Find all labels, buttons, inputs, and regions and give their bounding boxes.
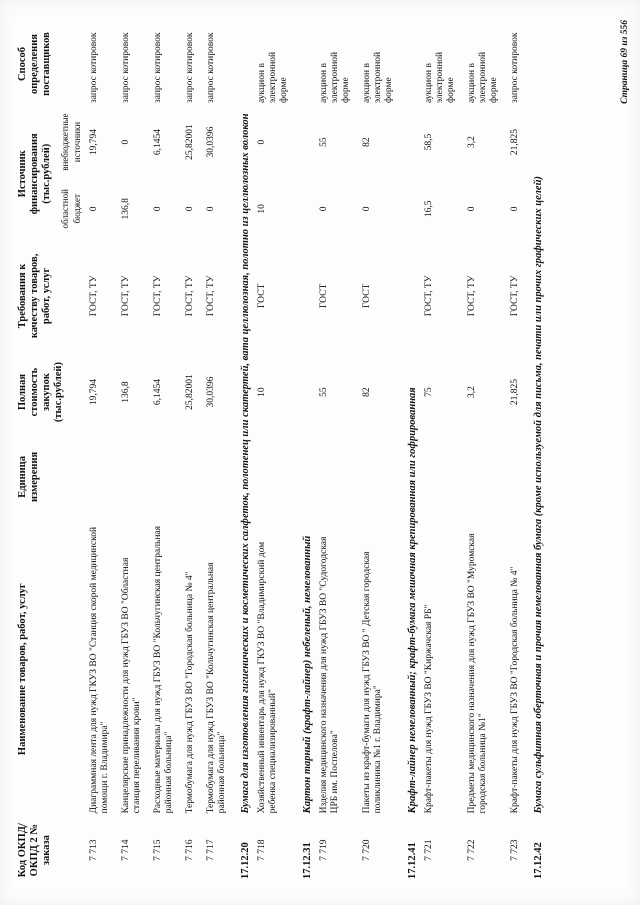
item-cost: 6,1454: [153, 379, 163, 406]
item-unit: [507, 433, 528, 521]
item-unit: [254, 433, 297, 521]
item-requirements: ГОСТ, ТУ: [510, 275, 520, 317]
order-code: 7 716: [185, 839, 195, 861]
item-requirements: ГОСТ, ТУ: [89, 275, 99, 317]
item-unit: [421, 433, 464, 521]
item-cost: 55: [319, 387, 329, 397]
item-extrabudget: 30,0396: [206, 126, 216, 158]
item-requirements: ГОСТ: [257, 283, 267, 309]
item-regional-budget: 16,5: [424, 200, 434, 218]
section-row: [528, 21, 547, 883]
item-name: Канцелярские принадлежности для нужд ГБУЗ ВО "Областная станция переливания крови": [121, 557, 142, 814]
item-name: Диаграммная лента для нужд ГКУЗ ВО "Станция скорой медицинской помощи г. Владимира": [89, 526, 110, 814]
item-extrabudget: 82: [362, 137, 372, 147]
item-method: запрос котировок: [153, 32, 163, 104]
item-method: аукцион в электронной форме: [467, 51, 499, 104]
order-code: 7 719: [319, 839, 329, 861]
item-requirements: ГОСТ: [362, 283, 372, 309]
item-name: Термобумага для нужд ГБУЗ ВО "Кольчугинская центральная районная больница": [206, 562, 227, 814]
item-unit: [150, 433, 182, 521]
item-requirements: ГОСТ, ТУ: [121, 275, 131, 317]
item-extrabudget: 0: [257, 139, 267, 145]
item-regional-budget: 0: [319, 206, 329, 212]
order-code: 7 715: [153, 839, 163, 861]
section-title: Бумага сульфитная оберточная и прочая немелованная бумага (кроме используемой для письма, печати или прочих графических целей): [533, 176, 544, 814]
item-requirements: ГОСТ, ТУ: [467, 275, 477, 317]
item-method: аукцион в электронной форме: [319, 51, 351, 104]
item-extrabudget: 0: [121, 139, 131, 145]
item-extrabudget: 6,1454: [153, 129, 163, 156]
item-requirements: ГОСТ, ТУ: [153, 275, 163, 317]
table-row: [316, 21, 359, 883]
item-cost: 21,825: [510, 379, 520, 406]
item-regional-budget: 0: [206, 206, 216, 212]
header-requirements: Требования к качеству товаров, работ, услуг: [17, 253, 52, 339]
section-code: 17.12.20: [240, 842, 251, 879]
section-row: [297, 21, 316, 883]
section-code: 17.12.42: [533, 842, 544, 879]
item-name: Крафт-пакеты для нужд ГБУЗ ВО "Городская больница № 4": [510, 566, 520, 814]
item-unit: [182, 433, 203, 521]
item-method: запрос котировок: [185, 32, 195, 104]
order-code: 7 714: [121, 839, 131, 861]
item-regional-budget: 0: [89, 206, 99, 212]
item-regional-budget: 0: [185, 206, 195, 212]
item-requirements: ГОСТ, ТУ: [185, 275, 195, 317]
table-header-row: [14, 21, 56, 883]
item-unit: [203, 433, 235, 521]
item-method: запрос котировок: [121, 32, 131, 104]
item-extrabudget: 25,82001: [185, 124, 195, 160]
table-row: [182, 21, 203, 883]
item-extrabudget: 19,794: [89, 129, 99, 156]
item-extrabudget: 3,2: [467, 136, 477, 149]
header-financing: Источник финансирования (тыс.рублей): [17, 133, 52, 215]
item-method: запрос котировок: [510, 32, 520, 104]
item-cost: 3,2: [467, 386, 477, 398]
item-method: аукцион в электронной форме: [362, 51, 394, 104]
item-name: Предметы медицинского назначения для нужд ГБУЗ ВО "Муромская городская больница №1": [467, 533, 488, 814]
section-title: Бумага для изготовления гигиенических и косметических салфеток, полотенец или скатертей, вата целлюлозная, полотно из целлюлозных волокон: [240, 113, 251, 814]
item-regional-budget: 0: [362, 206, 372, 212]
item-unit: [359, 433, 402, 521]
item-cost: 19,794: [89, 379, 99, 406]
table-row: [150, 21, 182, 883]
item-method: запрос котировок: [89, 32, 99, 104]
section-row: [235, 21, 254, 883]
page-number: Страница 69 из 556: [620, 20, 630, 104]
table-row: [118, 21, 150, 883]
table-body: [86, 21, 547, 883]
item-requirements: ГОСТ, ТУ: [206, 275, 216, 317]
item-regional-budget: 136,8: [121, 198, 131, 220]
table-row: [464, 21, 507, 883]
item-extrabudget: 58,5: [424, 133, 434, 151]
section-code: 17.12.31: [302, 842, 313, 879]
item-name: Хозяйственный инвентарь для нужд ГКУЗ ВО "Владимирский дом ребенка специализированный": [257, 541, 278, 814]
item-extrabudget: 55: [319, 137, 329, 147]
item-name: Пакеты из крафт-бумаги для нужд ГБУЗ ВО " Детская городская поликлиника №1 г. Владимира": [362, 551, 383, 814]
section-row: [402, 21, 421, 883]
item-method: запрос котировок: [206, 32, 216, 104]
item-regional-budget: 10: [257, 204, 267, 214]
table-row: [254, 21, 297, 883]
header-unit: Единица измерения: [17, 451, 40, 503]
section-code: 17.12.41: [407, 842, 418, 879]
item-unit: [464, 433, 507, 521]
item-unit: [118, 433, 150, 521]
item-name: Термобумага для нужд ГБУЗ ВО "Городская больница № 4": [185, 571, 195, 814]
header-code: Код ОКПД/ ОКПД 2 № заказа: [17, 823, 52, 878]
item-regional-budget: 0: [467, 206, 477, 212]
item-method: аукцион в электронной форме: [257, 51, 289, 104]
header-financing-regional: областной бюджет: [60, 189, 82, 229]
header-name: Наименование товаров, работ, услуг: [17, 583, 28, 756]
item-name: Изделия медицинского назначения для нужд ГБУЗ ВО "Судогодская ЦРБ им. Поспелова": [319, 536, 340, 814]
header-cost: Полная стоимость закупок (тыс.рублей): [17, 362, 64, 423]
item-name: Крафт-пакеты для нужд ГБУЗ ВО "Киржачская РБ": [424, 604, 434, 814]
order-code: 7 718: [257, 839, 267, 861]
order-code: 7 723: [510, 839, 520, 861]
item-unit: [316, 433, 359, 521]
item-cost: 10: [257, 387, 267, 397]
procurement-table: [14, 21, 547, 883]
item-cost: 75: [424, 387, 434, 397]
table-row: [359, 21, 402, 883]
section-title: Картон тарный (крафт-лайнер) небеленый, немелованный: [302, 535, 313, 814]
item-cost: 25,82001: [185, 374, 195, 410]
item-cost: 82: [362, 387, 372, 397]
order-code: 7 713: [89, 839, 99, 861]
item-regional-budget: 0: [510, 206, 520, 212]
order-code: 7 717: [206, 839, 216, 861]
table-row: [421, 21, 464, 883]
header-method: Способ определения поставщиков: [17, 32, 52, 96]
section-title: Крафт-лайнер немелованный; крафт-бумага мешочная крепированная или гофрированная: [407, 387, 418, 814]
item-unit: [86, 433, 118, 521]
item-extrabudget: 21,825: [510, 129, 520, 156]
item-method: аукцион в электронной форме: [424, 51, 456, 104]
table-row: [507, 21, 528, 883]
item-regional-budget: 0: [153, 206, 163, 212]
order-code: 7 721: [424, 839, 434, 861]
header-financing-extrabudget: внебюджетные источники: [60, 113, 82, 171]
item-cost: 136,8: [121, 381, 131, 403]
item-name: Расходные материалы для нужд ГБУЗ ВО "Кольчугинская центральная районная больница": [153, 526, 174, 814]
table-row: [86, 21, 118, 883]
table-row: [203, 21, 235, 883]
order-code: 7 720: [362, 839, 372, 861]
item-cost: 30,0396: [206, 376, 216, 408]
item-requirements: ГОСТ, ТУ: [424, 275, 434, 317]
item-requirements: ГОСТ: [319, 283, 329, 309]
order-code: 7 722: [467, 839, 477, 861]
